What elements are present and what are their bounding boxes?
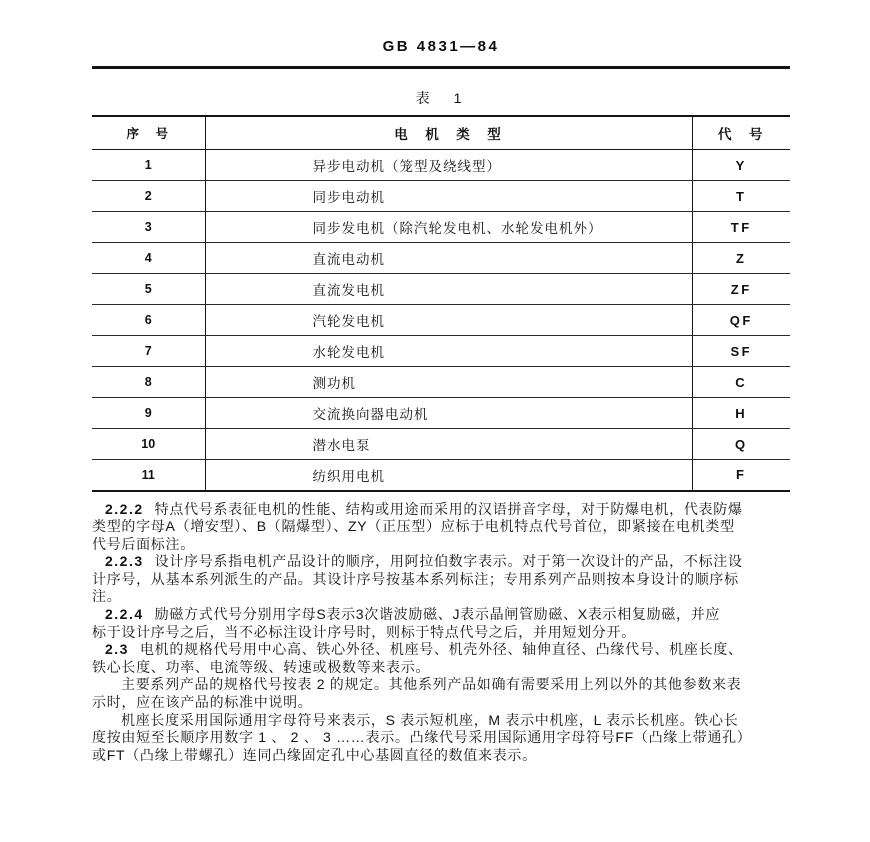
text-line <box>92 676 790 694</box>
standard-number-heading: GB 4831—84 <box>382 38 500 55</box>
cell-motor-type: 纺织用电机 <box>205 460 692 491</box>
paragraph <box>92 501 790 554</box>
cell-serial: 9 <box>92 398 205 429</box>
text-run: 铁心长度、功率、电流等级、转速或极数等来表示。 <box>92 658 431 675</box>
cell-serial: 3 <box>92 212 205 243</box>
text-line <box>92 641 790 659</box>
cell-motor-type: 同步发电机（除汽轮发电机、水轮发电机外） <box>205 212 692 243</box>
cell-serial: 6 <box>92 305 205 336</box>
section-number: 2.2.2 <box>105 500 144 517</box>
cell-code: TF <box>692 212 790 243</box>
text-line <box>92 747 790 765</box>
table-row <box>92 367 790 398</box>
column-header-motor-type: 电 机 类 型 <box>205 116 692 150</box>
paragraph <box>92 676 790 711</box>
section-number: 2.2.3 <box>105 553 144 570</box>
cell-motor-type: 潜水电泵 <box>205 429 692 460</box>
section-number: 2.2.4 <box>105 606 144 623</box>
cell-serial: 11 <box>92 460 205 491</box>
text-run: 机座长度采用国际通用字母符号来表示，S 表示短机座，M 表示中机座，L 表示长机座。铁心长 <box>121 711 739 728</box>
cell-serial: 4 <box>92 243 205 274</box>
header-rule <box>92 66 790 69</box>
cell-serial: 10 <box>92 429 205 460</box>
cell-serial: 2 <box>92 181 205 212</box>
text-line <box>92 606 790 624</box>
text-line <box>92 588 790 606</box>
cell-serial: 7 <box>92 336 205 367</box>
text-line <box>92 694 790 712</box>
text-run: 代号后面标注。 <box>92 535 195 552</box>
cell-serial: 1 <box>92 150 205 181</box>
cell-code: C <box>692 367 790 398</box>
text-line <box>92 501 790 519</box>
text-run: 电机的规格代号用中心高、铁心外径、机座号、机壳外径、轴伸直径、凸缘代号、机座长度、 <box>139 641 743 658</box>
table-row <box>92 274 790 305</box>
text-line <box>92 729 790 747</box>
cell-code: QF <box>692 305 790 336</box>
text-run: 度按由短至长顺序用数字 1 、 2 、 3 ……表示。凸缘代号采用国际通用字母符号FF（凸缘上带通孔） <box>92 729 752 746</box>
text-line <box>92 712 790 730</box>
paragraph <box>92 553 790 606</box>
cell-motor-type: 直流发电机 <box>205 274 692 305</box>
cell-code: SF <box>692 336 790 367</box>
text-run: 主要系列产品的规格代号按表 2 的规定。其他系列产品如确有需要采用上列以外的其他参数来表 <box>121 676 742 693</box>
text-run: 或FT（凸缘上带螺孔）连同凸缘固定孔中心基圆直径的数值来表示。 <box>92 746 537 763</box>
table-row <box>92 243 790 274</box>
table-row <box>92 305 790 336</box>
cell-code: H <box>692 398 790 429</box>
cell-motor-type: 交流换向器电动机 <box>205 398 692 429</box>
table-row <box>92 150 790 181</box>
table-header-row <box>92 116 790 150</box>
table-row <box>92 336 790 367</box>
table-row <box>92 212 790 243</box>
cell-motor-type: 异步电动机（笼型及绕线型） <box>205 150 692 181</box>
table-row <box>92 460 790 491</box>
paragraph <box>92 641 790 676</box>
cell-motor-type: 直流电动机 <box>205 243 692 274</box>
cell-motor-type: 水轮发电机 <box>205 336 692 367</box>
text-line <box>92 659 790 677</box>
text-run: 示时，应在该产品的标准中说明。 <box>92 694 313 711</box>
column-header-code: 代 号 <box>692 116 790 150</box>
motor-type-table <box>92 115 790 492</box>
cell-serial: 5 <box>92 274 205 305</box>
text-run: 标于设计序号之后，当不必标注设计序号时，则标于特点代号之后，并用短划分开。 <box>92 623 636 640</box>
cell-motor-type: 同步电动机 <box>205 181 692 212</box>
cell-motor-type: 测功机 <box>205 367 692 398</box>
cell-motor-type: 汽轮发电机 <box>205 305 692 336</box>
text-line <box>92 518 790 536</box>
text-line <box>92 536 790 554</box>
text-run: 设计序号系指电机产品设计的顺序，用阿拉伯数字表示。对于第一次设计的产品，不标注设 <box>154 553 743 570</box>
text-run: 注。 <box>92 588 122 605</box>
cell-serial: 8 <box>92 367 205 398</box>
paragraph <box>92 712 790 765</box>
section-number: 2.3 <box>105 641 129 658</box>
body-text <box>92 501 790 765</box>
text-run: 特点代号系表征电机的性能、结构或用途而采用的汉语拼音字母，对于防爆电机，代表防爆 <box>154 500 743 517</box>
text-run: 励磁方式代号分别用字母S表示3次谐波励磁、J表示晶闸管励磁、X表示相复励磁，并应 <box>154 606 721 623</box>
table-caption: 表 1 <box>415 89 467 106</box>
cell-code: Z <box>692 243 790 274</box>
text-line <box>92 553 790 571</box>
table-row <box>92 181 790 212</box>
cell-code: ZF <box>692 274 790 305</box>
cell-code: Y <box>692 150 790 181</box>
cell-code: Q <box>692 429 790 460</box>
text-line <box>92 571 790 589</box>
text-run: 计序号，从基本系列派生的产品。其设计序号按基本系列标注；专用系列产品则按本身设计的顺序标 <box>92 570 739 587</box>
table-row <box>92 429 790 460</box>
cell-code: F <box>692 460 790 491</box>
page-content <box>92 38 790 764</box>
table-row <box>92 398 790 429</box>
paragraph <box>92 606 790 641</box>
column-header-serial: 序 号 <box>92 116 205 150</box>
text-line <box>92 624 790 642</box>
text-run: 类型的字母A（增安型）、B（隔爆型）、ZY（正压型）应标于电机特点代号首位，即紧接在电机类型 <box>92 518 735 535</box>
cell-code: T <box>692 181 790 212</box>
